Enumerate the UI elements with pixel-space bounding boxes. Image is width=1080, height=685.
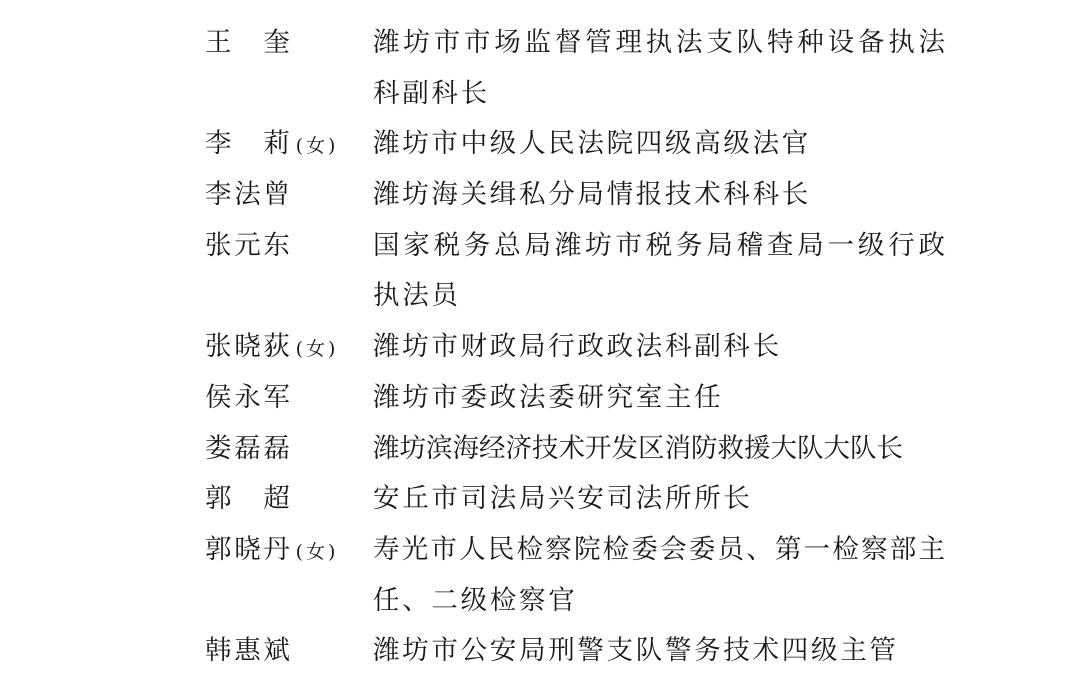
list-item (0, 626, 1080, 677)
list-item (0, 18, 1080, 119)
person-title (373, 626, 945, 677)
person-title-line: 潍坊滨海经济技术开发区消防救援大队大队长 (373, 432, 903, 464)
person-name-text: 侯永军 (205, 381, 293, 413)
person-title-line: 潍坊市市场监督管理执法支队特种设备执法 (373, 27, 945, 58)
person-title-line: 国家税务总局潍坊市税务局稽查局一级行政 (373, 229, 945, 261)
person-name (205, 18, 293, 69)
list-item (0, 525, 1080, 626)
person-name-text: 韩惠斌 (205, 635, 293, 667)
list-item (0, 170, 1080, 221)
person-name (205, 322, 338, 373)
list-item (0, 119, 1080, 170)
list-item (0, 322, 1080, 373)
person-title-line: 潍坊市委政法委研究室主任 (373, 381, 724, 413)
person-name (205, 170, 293, 221)
person-name-text: 张晓荻 (205, 331, 293, 363)
person-title-line: 潍坊海关缉私分局情报技术科科长 (373, 179, 811, 211)
person-title (373, 18, 945, 119)
person-title-line: 科副科长 (373, 77, 490, 109)
person-title (373, 221, 945, 322)
person-name (205, 373, 293, 424)
roster-list (0, 18, 1080, 677)
person-title-line: 潍坊市中级人民法院四级高级法官 (373, 128, 811, 160)
person-title (373, 373, 945, 424)
person-name-text: 郭晓丹 (205, 533, 293, 565)
female-suffix: (女) (295, 135, 339, 158)
person-name-text: 李 莉 (205, 128, 293, 160)
person-title (373, 170, 945, 221)
person-name (205, 525, 338, 576)
female-suffix: (女) (295, 338, 339, 361)
person-title (373, 474, 945, 525)
person-title-line: 潍坊市公安局刑警支队警务技术四级主管 (373, 635, 899, 667)
person-title (373, 525, 945, 626)
person-title-line: 潍坊市财政局行政政法科副科长 (373, 331, 782, 363)
list-item (0, 474, 1080, 525)
list-item (0, 373, 1080, 424)
person-title (373, 424, 945, 475)
person-name-text: 娄磊磊 (205, 432, 293, 464)
person-name-text: 郭 超 (205, 483, 293, 515)
person-name (205, 626, 293, 677)
person-name (205, 119, 338, 170)
person-name-text: 张元东 (205, 229, 293, 261)
person-title (373, 322, 945, 373)
person-title-line: 寿光市人民检察院检委会委员、第一检察部主 (373, 533, 945, 565)
person-name (205, 474, 293, 525)
person-name-text: 李法曾 (205, 179, 293, 211)
person-title-line: 安丘市司法局兴安司法所所长 (373, 483, 753, 515)
person-title (373, 119, 945, 170)
person-name (205, 424, 293, 475)
list-item (0, 221, 1080, 322)
female-suffix: (女) (295, 540, 339, 563)
list-item (0, 424, 1080, 475)
person-title-line: 执法员 (373, 280, 461, 312)
person-name-text: 王 奎 (205, 27, 293, 58)
person-title-line: 任、二级检察官 (373, 584, 578, 616)
person-name (205, 221, 293, 272)
